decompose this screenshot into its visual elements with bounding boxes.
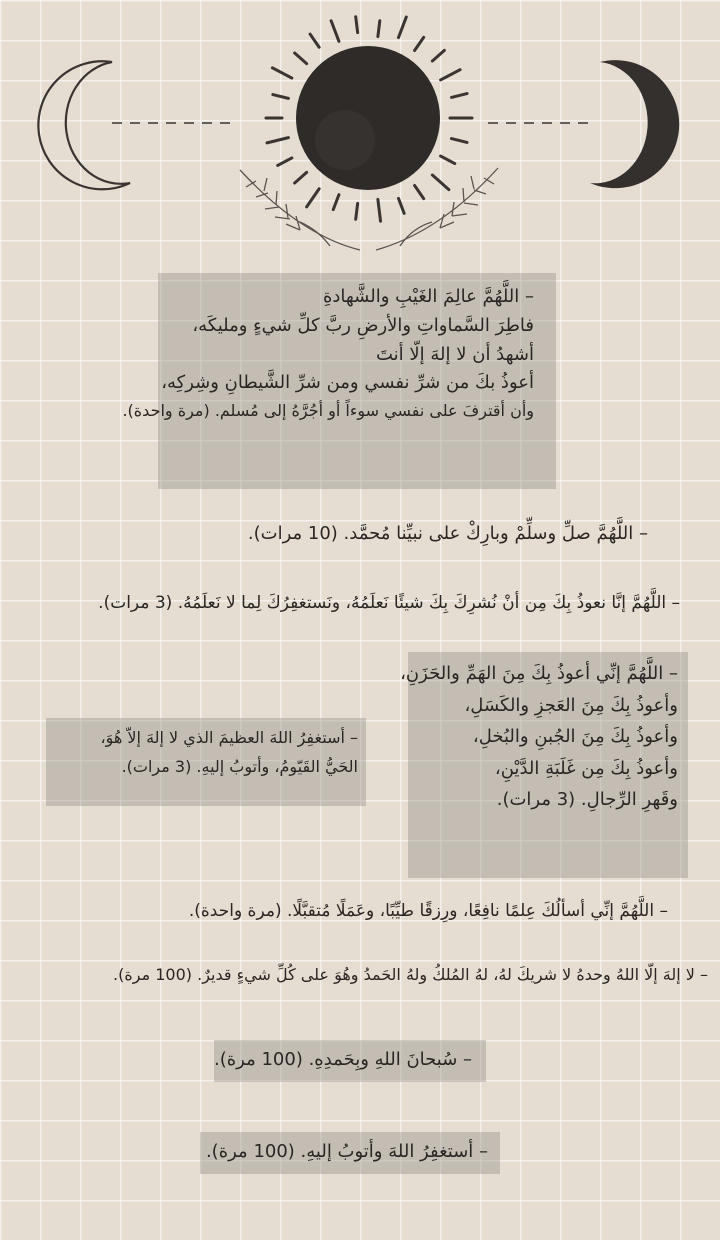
- dua-block-4: [400, 652, 688, 878]
- dua-line: وقَهرِ الرِّجالِ. (3 مرات).: [496, 789, 678, 810]
- sun-ray: [432, 50, 444, 61]
- dua-line: – اللَّهُمَّ عالِمَ الغَيْبِ والشَّهادةِ: [322, 286, 534, 307]
- sun-ray: [267, 138, 288, 143]
- sun-ray: [415, 185, 424, 198]
- sun-ray: [310, 34, 319, 47]
- dua-line: وأعوذُ بِكَ مِنَ الجُبنِ والبُخلِ،: [472, 726, 678, 747]
- sun-ray: [356, 17, 358, 33]
- dua-line: أشهدُ أن لا إلهَ إلّا أنتَ: [375, 343, 534, 365]
- dua-line: فاطِرَ السَّماواتِ والأرضِ ربَّ كلِّ شيءٍ ومليكَه،: [192, 314, 534, 336]
- sun-ray: [333, 195, 339, 210]
- sun-ray: [452, 94, 468, 98]
- dua-line: وأعوذُ بِكَ مِن غَلَبَةِ الدَّيْنِ،: [494, 757, 678, 779]
- sun-ray: [378, 21, 380, 37]
- left-crescent-moon-icon: [38, 61, 130, 189]
- dua-line: – اللَّهُمَّ صلِّ وسلِّمْ وبارِكْ على نبيِّنا مُحمَّد. (10 مرات).: [247, 523, 648, 544]
- dua-line: الحَيُّ القَيّومُ، وأتوبُ إليهِ. (3 مرات).: [121, 756, 358, 776]
- sun-ray: [378, 199, 381, 221]
- dua-line: وأن أقترفَ على نفسي سوءاً أو أجُرَّهُ إلى مُسلم. (مرة واحدة).: [122, 401, 534, 421]
- right-crescent-moon-icon: [590, 60, 679, 188]
- sun-ray: [432, 175, 448, 190]
- sun-ray: [278, 158, 292, 165]
- dua-line: أعوذُ بكَ من شرِّ نفسي ومن شرِّ الشَّيطانِ وشِركِه،: [161, 372, 534, 394]
- dua-block-5: [46, 718, 366, 806]
- dua-block-1: [122, 273, 556, 489]
- sun-ray: [273, 95, 289, 99]
- sun-ray: [272, 68, 291, 78]
- dua-line: وأعوذُ بِكَ مِنَ العَجزِ والكَسَلِ،: [464, 694, 678, 716]
- sun-ray: [331, 21, 339, 42]
- dua-line: – أستغفِرُ اللهَ وأتوبُ إليهِ. (100 مرة).: [205, 1141, 488, 1162]
- sun-ray: [295, 172, 307, 183]
- celestial-illustration: [0, 0, 720, 270]
- sun-ray: [356, 203, 358, 219]
- sun-icon: [296, 46, 440, 190]
- sun-ray: [398, 198, 404, 213]
- sun-ray: [415, 37, 424, 50]
- sun-ray: [295, 53, 307, 64]
- dua-line: – لا إلهَ إلّا اللهُ وحدهُ لا شريكَ لهُ، لهُ المُلكُ ولهُ الحَمدُ وهُوَ على كُلِّ شيءٍ قديرٌ. (100 مرة).: [113, 965, 708, 984]
- dua-block-3: [98, 590, 680, 617]
- dua-line: – اللَّهُمَّ إنِّي أعوذُ بِكَ مِنَ الهَمِّ والحَزَنِ،: [400, 663, 678, 684]
- dua-block-6: [189, 898, 668, 925]
- dua-block-8: [214, 1040, 486, 1082]
- dua-line: – اللَّهُمَّ إنِّي أسألُكَ عِلمًا نافِعًا، ورِزقًا طيِّبًا، وعَمَلًا مُتقبَّلًا. (مرة واحدة).: [188, 901, 668, 921]
- dua-line: – اللَّهُمَّ إنَّا نعوذُ بِكَ مِن أنْ نُشرِكَ بِكَ شيئًا نَعلَمُهُ، ونَستغفِرُكَ لِما لا نَعلَمُهُ. (3 مرات).: [98, 593, 680, 613]
- dua-block-2: [248, 520, 648, 549]
- dua-block-9: [200, 1132, 500, 1174]
- sun-ray: [441, 70, 460, 80]
- sun-ray: [307, 189, 319, 207]
- dua-line: – أستغفِرُ اللهَ العظيمَ الذي لا إلهَ إلاّ هُوَ،: [100, 728, 358, 747]
- sun-texture: [315, 110, 375, 170]
- dua-line: – سُبحانَ اللهِ وبِحَمدِهِ. (100 مرة).: [213, 1049, 472, 1070]
- sun-ray: [441, 156, 455, 163]
- sun-ray: [398, 17, 406, 38]
- sun-ray: [452, 139, 468, 143]
- dua-block-7: [113, 962, 708, 988]
